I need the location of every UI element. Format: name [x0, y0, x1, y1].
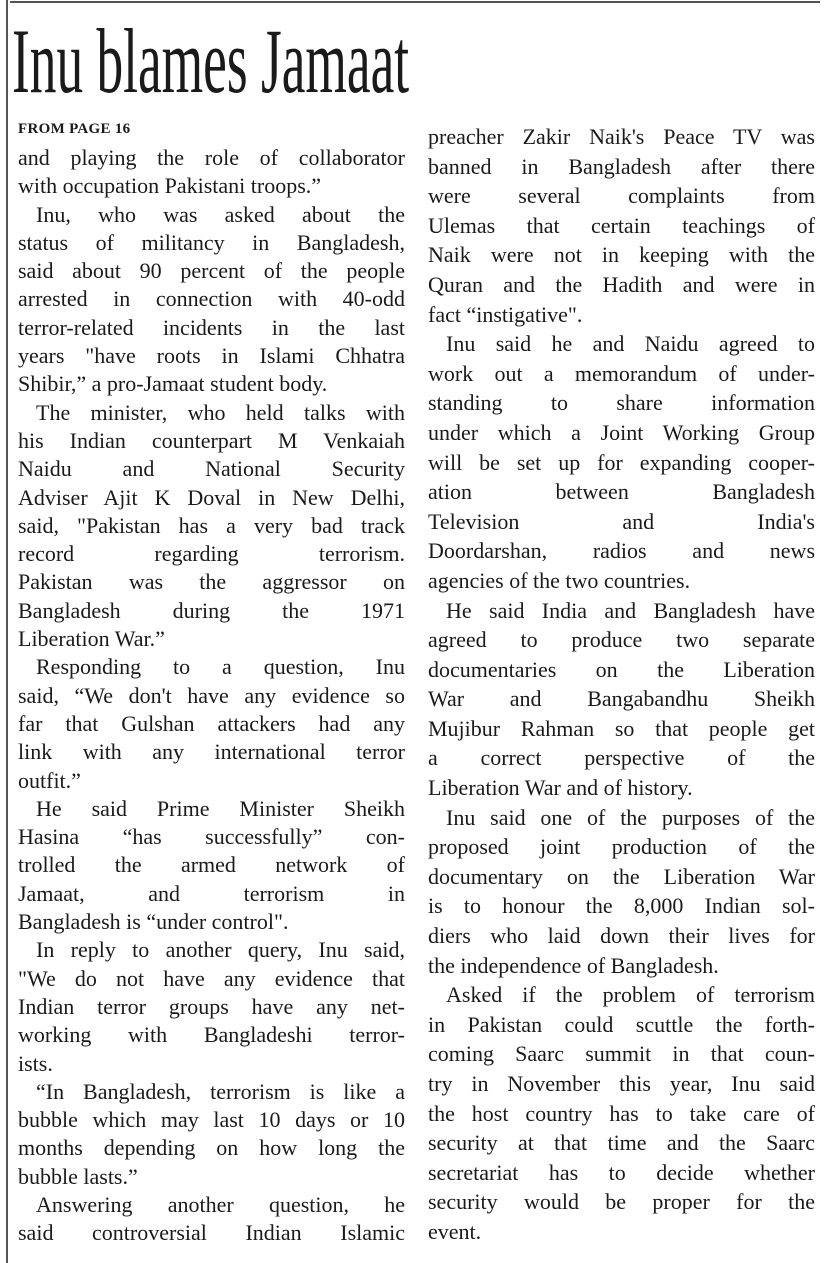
top-border-rule: [10, 1, 820, 3]
text-line: said, "Pakistan has a very bad track: [18, 512, 405, 538]
text-line: Mujibur Rahman so that people get: [428, 715, 815, 741]
text-line: terror-related incidents in the last: [18, 314, 405, 340]
text-line: Quran and the Hadith and were in: [428, 271, 815, 297]
text-line: a correct perspective of the: [428, 745, 815, 771]
text-line: Shibir,” a pro-Jamaat student body.: [18, 371, 328, 397]
text-line: ists.: [18, 1050, 53, 1076]
text-line: In reply to another query, Inu said,: [36, 937, 405, 963]
text-line: banned in Bangladesh after there: [428, 153, 815, 179]
text-line: with occupation Pakistani troops.”: [18, 173, 322, 199]
text-line: Inu, who was asked about the: [36, 201, 405, 227]
text-line: said, “We don't have any evidence so: [18, 682, 405, 708]
text-line: Naidu and National Security: [18, 456, 405, 482]
text-line: Inu said he and Naidu agreed to: [446, 331, 815, 357]
paragraph: [428, 329, 815, 595]
left-border-rule: [6, 0, 8, 1263]
text-line: is to honour the 8,000 Indian sol-: [428, 893, 815, 919]
text-line: under which a Joint Working Group: [428, 419, 815, 445]
text-line: were several complaints from: [428, 183, 815, 209]
paragraph: [18, 201, 405, 399]
paragraph: [18, 1191, 405, 1248]
text-line: Doordarshan, radios and news: [428, 538, 815, 564]
headline: Inu blames Jamaat: [12, 10, 410, 112]
text-line: bubble lasts.”: [18, 1163, 138, 1189]
text-line: status of militancy in Bangladesh,: [18, 229, 405, 255]
text-line: Liberation War.”: [18, 626, 165, 652]
text-line: fact “instigative".: [428, 301, 583, 327]
text-line: bubble which may last 10 days or 10: [18, 1107, 405, 1133]
text-line: in Pakistan could scuttle the forth-: [428, 1011, 815, 1037]
text-line: Bangladesh is “under control".: [18, 909, 289, 935]
text-line: He said Prime Minister Sheikh: [36, 795, 405, 821]
paragraph: [18, 936, 405, 1077]
text-line: coming Saarc summit in that coun-: [428, 1041, 815, 1067]
article-column-right: [428, 122, 815, 1247]
text-line: diers who laid down their lives for: [428, 923, 815, 949]
text-line: ation between Bangladesh: [428, 479, 815, 505]
text-line: will be set up for expanding cooper-: [428, 449, 815, 475]
text-line: Indian terror groups have any net-: [18, 993, 405, 1019]
text-line: event.: [428, 1218, 482, 1244]
text-line: try in November this year, Inu said: [428, 1071, 815, 1096]
text-line: Bangladesh during the 1971: [18, 597, 405, 623]
text-line: said about 90 percent of the people: [18, 258, 405, 284]
text-line: work out a memorandum of under-: [428, 360, 815, 386]
text-line: standing to share information: [428, 390, 815, 416]
text-line: years "have roots in Islami Chhatra: [18, 343, 405, 369]
text-line: months depending on how long the: [18, 1135, 405, 1161]
paragraph: [428, 596, 815, 803]
text-line: agencies of the two countries.: [428, 567, 691, 593]
text-line: security at that time and the Saarc: [428, 1130, 815, 1156]
text-line: his Indian counterpart M Venkaiah: [18, 427, 405, 453]
text-line: agreed to produce two separate: [428, 627, 815, 653]
text-line: Responding to a question, Inu: [36, 654, 405, 680]
text-line: documentaries on the Liberation: [428, 656, 815, 682]
text-line: trolled the armed network of: [18, 852, 405, 878]
continuation-kicker: FROM PAGE 16: [18, 121, 131, 137]
text-line: Hasina “has successfully” con-: [18, 824, 405, 850]
paragraph: [18, 399, 405, 654]
text-line: secretariat has to decide whether: [428, 1159, 815, 1185]
text-line: Adviser Ajit K Doval in New Delhi,: [18, 484, 405, 510]
text-line: Asked if the problem of terrorism: [446, 982, 815, 1008]
paragraph: [428, 980, 815, 1246]
text-line: Liberation War and of history.: [428, 775, 693, 801]
text-line: the host country has to take care of: [428, 1100, 815, 1126]
text-line: and playing the role of collaborator: [18, 145, 405, 170]
text-line: working with Bangladeshi terror-: [18, 1022, 405, 1048]
text-line: War and Bangabandhu Sheikh: [428, 686, 815, 712]
text-line: Naik were not in keeping with the: [428, 242, 815, 268]
text-line: Ulemas that certain teachings of: [428, 212, 815, 238]
text-line: "We do not have any evidence that: [18, 965, 405, 991]
text-line: far that Gulshan attackers had any: [18, 710, 405, 736]
text-line: preacher Zakir Naik's Peace TV was: [428, 124, 815, 149]
paragraph: [18, 1078, 405, 1191]
text-line: He said India and Bangladesh have: [446, 597, 815, 623]
text-line: outfit.”: [18, 767, 81, 793]
text-line: Jamaat, and terrorism in: [18, 880, 405, 906]
text-line: documentary on the Liberation War: [428, 863, 815, 889]
text-line: The minister, who held talks with: [36, 399, 405, 425]
paragraph: [18, 653, 405, 794]
text-line: the independence of Bangladesh.: [428, 952, 719, 978]
text-line: Television and India's: [428, 508, 815, 534]
text-line: Pakistan was the aggressor on: [18, 569, 405, 595]
text-line: “In Bangladesh, terrorism is like a: [36, 1078, 405, 1104]
text-line: said controversial Indian Islamic: [18, 1220, 405, 1246]
paragraph: [428, 122, 815, 329]
text-line: Inu said one of the purposes of the: [446, 804, 815, 830]
text-line: security would be proper for the: [428, 1189, 815, 1215]
text-line: link with any international terror: [18, 739, 405, 765]
text-line: arrested in connection with 40-odd: [18, 286, 405, 312]
article-column-left: [18, 144, 405, 1248]
text-line: record regarding terrorism.: [18, 541, 405, 567]
paragraph: [18, 144, 405, 201]
paragraph: [18, 795, 405, 936]
text-line: proposed joint production of the: [428, 834, 815, 860]
paragraph: [428, 803, 815, 981]
text-line: Answering another question, he: [36, 1191, 405, 1217]
